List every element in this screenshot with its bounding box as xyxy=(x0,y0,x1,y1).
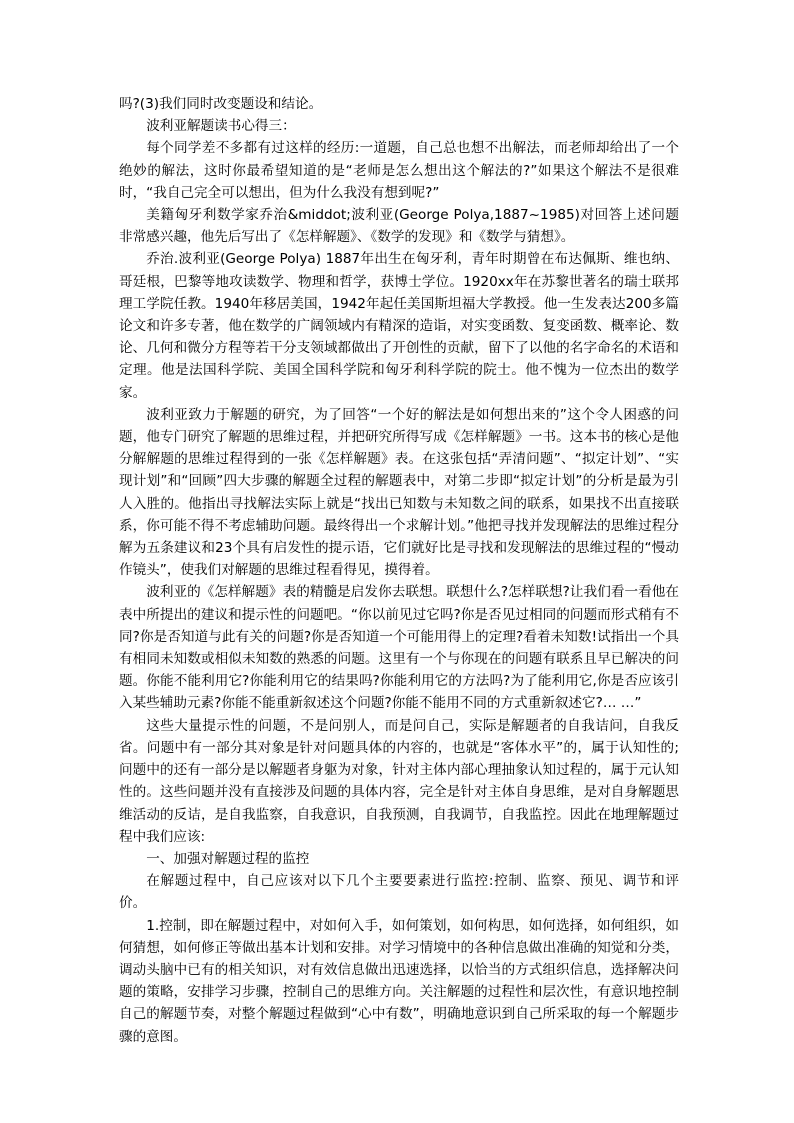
paragraph-control: 1.控制，即在解题过程中，对如何入手，如何策划，如何构思，如何选择，如何组织，如何猜想，如何修正等做出基本计划和安排。对学习情境中的各种信息做出准确的知觉和分类，调动头脑中已有的相关知识，对有效信息做出迅速选择，以恰当的方式组织信息，选择解决问题的策略，安排学习步骤，控制自己的思维方向。关注解题的过程性和层次性，有意识地控制自己的解题节奏，对整个解题过程做到“心中有数”，明确地意识到自己所采取的每一个解题步骤的意图。 xyxy=(119,917,679,1045)
section-heading: 波利亚解题读书心得三： xyxy=(146,118,296,135)
paragraph-self-questioning: 这些大量提示性的问题，不是问别人，而是问自己，实际是解题者的自我诘问，自我反省。问题中有一部分其对象是针对问题具体的内容的，也就是“客体水平”的，属于认知性的;问题中的还有一部分是以解题者身躯为对象，针对主体内部心理抽象认知过程的，属于元认知性的。这些问题并没有直接涉及问题的具体内容，完全是针对主体自身思维，是对自身解题思维活动的反诘，是自我监察，自我意识，自我预测，自我调节，自我监控。因此在地理解题过程中我们应该: xyxy=(119,717,679,845)
paragraph-association: 波利亚的《怎样解题》表的精髓是启发你去联想。联想什么?怎样联想?让我们看一看他在表中所提出的建议和提示性的问题吧。“你以前见过它吗?你是否见过相同的问题而形式稍有不同?你是否知道与此有关的问题?你是否知道一个可能用得上的定理?看着未知数!试指出一个具有相同未知数或相似未知数的熟悉的问题。这里有一个与你现在的问题有联系且早已解决的问题。你能不能利用它?你能利用它的结果吗?你能利用它的方法吗?为了能利用它,你是否应该引入某些辅助元素?你能不能重新叙述这个问题?你能不能用不同的方式重新叙述它?… …” xyxy=(119,584,679,712)
paragraph-continuation: 吗?(3)我们同时改变题设和结论。 xyxy=(119,96,323,112)
paragraph-polya-books: 美籍匈牙利数学家乔治&middot;波利亚(George Polya,1887~1985)对回答上述问题非常感兴趣，他先后写出了《怎样解题》、《数学的发现》和《数学与猜想》。 xyxy=(119,207,679,246)
subheading-monitoring: 一、加强对解题过程的监控 xyxy=(146,850,310,867)
paragraph-monitoring-elements: 在解题过程中，自己应该对以下几个主要要素进行监控:控制、监察、预见、调节和评价。 xyxy=(119,873,679,912)
paragraph-intro: 每个同学差不多都有过这样的经历:一道题，自己总也想不出解法，而老师却给出了一个绝妙的解法，这时你最希望知道的是“老师是怎么想出这个解法的?”如果这个解法不是很难时，“我自己完全可以想出，但为什么我没有想到呢?” xyxy=(119,140,679,201)
paragraph-polya-biography: 乔治.波利亚(George Polya) 1887年出生在匈牙利，青年时期曾在布达佩斯、维也纳、哥廷根，巴黎等地攻读数学、物理和哲学，获博士学位。1920xx年在苏黎世著名的瑞士联邦理工学院任教。1940年移居美国，1942年起任美国斯坦福大学教授。他一生发表达200多篇论文和许多专著，他在数学的广阔领域内有精深的造诣，对实变函数、复变函数、概率论、数论、几何和微分方程等若干分支领域都做出了开创性的贡献，留下了以他的名字命名的术语和定理。他是法国科学院、美国全国科学院和匈牙利科学院的院士。他不愧为一位杰出的数学家。 xyxy=(119,251,679,401)
document-page xyxy=(119,93,679,1048)
paragraph-how-to-solve-it: 波利亚致力于解题的研究，为了回答“一个好的解法是如何想出来的”这个令人困惑的问题，他专门研究了解题的思维过程，并把研究所得写成《怎样解题》一书。这本书的核心是他分解解题的思维过程得到的一张《怎样解题》表。在这张包括“弄清问题”、“拟定计划”、“实现计划”和“回顾”四大步骤的解题全过程的解题表中，对第二步即“拟定计划”的分析是最为引人入胜的。他指出寻找解法实际上就是“找出已知数与未知数之间的联系，如果找不出直接联系，你可能不得不考虑辅助问题。最终得出一个求解计划。”他把寻找并发现解法的思维过程分解为五条建议和23个具有启发性的提示语，它们就好比是寻找和发现解法的思维过程的“慢动作镜头”，使我们对解题的思维过程看得见，摸得着。 xyxy=(119,406,679,579)
